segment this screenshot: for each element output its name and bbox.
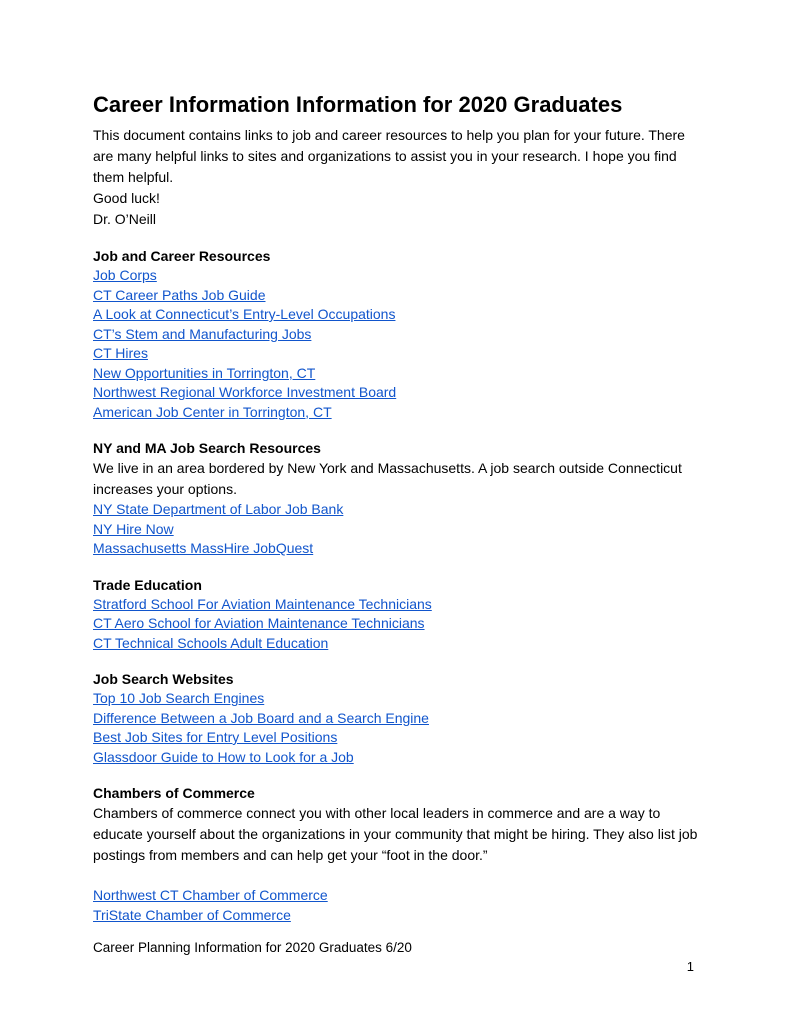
section-links [93,689,699,767]
document-link[interactable]: CT Career Paths Job Guide [93,286,266,303]
footer-text: Career Planning Information for 2020 Graduates 6/20 [93,940,412,955]
section-heading: Job Search Websites [93,671,234,687]
document-link[interactable]: CT Aero School for Aviation Maintenance Technicians [93,615,425,631]
document-link[interactable]: Northwest CT Chamber of Commerce [93,887,328,903]
document-link[interactable]: Best Job Sites for Entry Level Positions [93,729,338,745]
document-link[interactable]: CT’s Stem and Manufacturing Jobs [93,325,312,342]
signoff-author: Dr. O’Neill [93,211,157,227]
document-link[interactable]: Difference Between a Job Board and a Search Engine [93,709,429,726]
document-link[interactable]: NY Hire Now [93,520,174,537]
document-link[interactable]: CT Hires [93,345,148,361]
section-links [93,500,699,559]
section-heading: Job and Career Resources [93,248,271,264]
document-section [93,783,699,925]
page-number: 1 [686,959,694,974]
document-link[interactable]: TriState Chamber of Commerce [93,906,291,923]
document-link[interactable]: NY State Department of Labor Job Bank [93,501,344,517]
signoff-good-luck: Good luck! [93,190,160,206]
intro-paragraph: This document contains links to job and career resources to help you plan for your future. There are many helpful links to sites and organizations to assist you in your research. I hope you find them helpful. [93,127,685,185]
document-title: Career Information Information for 2020 Graduates [93,92,623,117]
document-link[interactable]: American Job Center in Torrington, CT [93,403,332,420]
document-link[interactable]: A Look at Connecticut’s Entry-Level Occupations [93,306,396,322]
document-link[interactable]: Top 10 Job Search Engines [93,690,265,706]
document-link[interactable]: New Opportunities in Torrington, CT [93,364,316,381]
section-description: We live in an area bordered by New York and Massachusetts. A job search outside Connecticut increases your options. [93,460,682,497]
document-section [93,438,699,559]
section-links [93,266,699,422]
document-link[interactable]: Job Corps [93,267,157,283]
document-link[interactable]: Massachusetts MassHire JobQuest [93,540,314,556]
section-links [93,886,699,925]
document-content [93,90,699,925]
sections-container [93,246,699,925]
document-section [93,669,699,767]
document-link[interactable]: Glassdoor Guide to How to Look for a Job [93,748,354,765]
section-heading: Chambers of Commerce [93,785,255,801]
document-link[interactable]: Northwest Regional Workforce Investment Board [93,384,397,400]
document-link[interactable]: CT Technical Schools Adult Education [93,634,329,651]
section-heading: Trade Education [93,576,202,593]
document-link[interactable]: Stratford School For Aviation Maintenance Technicians [93,595,432,612]
document-section [93,246,699,422]
document-section [93,575,699,654]
section-description: Chambers of commerce connect you with other local leaders in commerce and are a way to educate yourself about the organizations in your community that might be hiring. They also list job postings from members and can help get your “foot in the door.” [93,805,698,863]
section-links [93,595,699,654]
section-heading: NY and MA Job Search Resources [93,440,321,456]
